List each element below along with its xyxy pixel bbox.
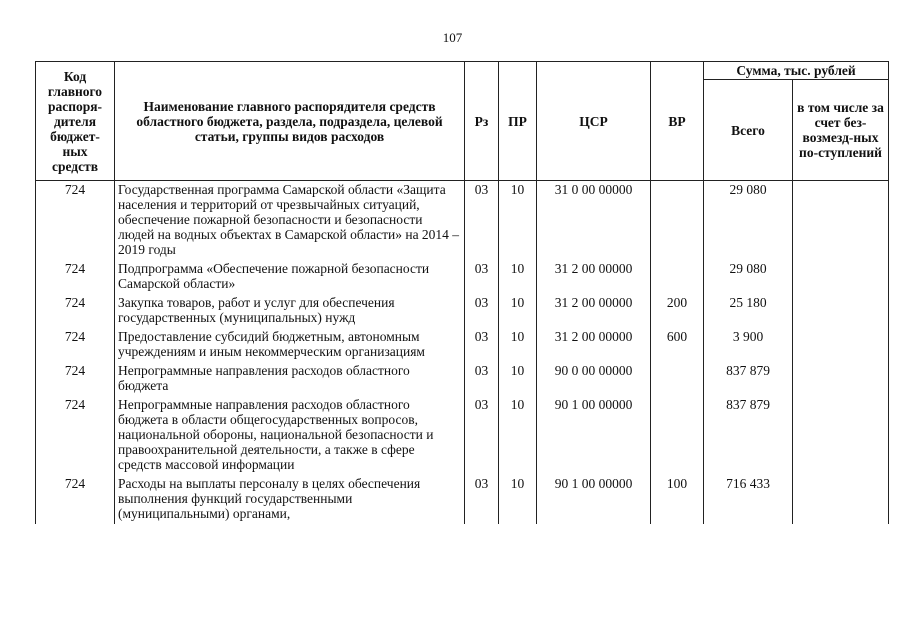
cell-name: Закупка товаров, работ и услуг для обеспечения государственных (муниципальных) нужд (115, 294, 465, 328)
cell-vr (651, 362, 704, 396)
table-row (36, 328, 889, 362)
cell-csr: 90 1 00 00000 (537, 396, 651, 475)
cell-code: 724 (36, 260, 115, 294)
header-free: в том числе за счет без-возмезд-ных по-ступлений (793, 80, 889, 181)
cell-rz: 03 (465, 475, 499, 524)
cell-free (793, 328, 889, 362)
cell-name: Подпрограмма «Обеспечение пожарной безопасности Самарской области» (115, 260, 465, 294)
cell-csr: 31 0 00 00000 (537, 181, 651, 261)
page-number: 107 (442, 30, 463, 45)
header-vr: ВР (651, 62, 704, 181)
budget-table (35, 61, 889, 524)
header-pr: ПР (499, 62, 537, 181)
cell-pr: 10 (499, 294, 537, 328)
cell-name: Предоставление субсидий бюджетным, автономным учреждениям и иным некоммерческим организациям (115, 328, 465, 362)
cell-csr: 31 2 00 00000 (537, 294, 651, 328)
cell-csr: 90 1 00 00000 (537, 475, 651, 524)
cell-free (793, 181, 889, 261)
cell-code: 724 (36, 362, 115, 396)
cell-total: 29 080 (704, 181, 793, 261)
cell-code: 724 (36, 396, 115, 475)
cell-pr: 10 (499, 362, 537, 396)
cell-total: 837 879 (704, 396, 793, 475)
cell-rz: 03 (465, 362, 499, 396)
cell-pr: 10 (499, 328, 537, 362)
cell-free (793, 294, 889, 328)
cell-free (793, 396, 889, 475)
cell-rz: 03 (465, 328, 499, 362)
header-sum: Сумма, тыс. рублей (704, 62, 889, 80)
cell-free (793, 362, 889, 396)
table-row (36, 362, 889, 396)
cell-pr: 10 (499, 396, 537, 475)
cell-rz: 03 (465, 294, 499, 328)
cell-vr: 100 (651, 475, 704, 524)
cell-free (793, 260, 889, 294)
cell-total: 3 900 (704, 328, 793, 362)
cell-vr (651, 260, 704, 294)
cell-pr: 10 (499, 475, 537, 524)
cell-total: 716 433 (704, 475, 793, 524)
cell-name: Непрограммные направления расходов областного бюджета в области общегосударственных вопросов, национальной обороны, национальной безопасности и правоохранительной деятельности, а также в сфере средств массовой информации (115, 396, 465, 475)
cell-name: Расходы на выплаты персоналу в целях обеспечения выполнения функций государственными (муниципальными) органами, (115, 475, 465, 524)
cell-csr: 90 0 00 00000 (537, 362, 651, 396)
cell-pr: 10 (499, 260, 537, 294)
cell-code: 724 (36, 475, 115, 524)
table-row (36, 396, 889, 475)
header-code: Код главного распоря-дителя бюджет-ных средств (36, 62, 115, 181)
cell-vr: 600 (651, 328, 704, 362)
header-name: Наименование главного распорядителя средств областного бюджета, раздела, подраздела, целевой статьи, группы видов расходов (115, 62, 465, 181)
cell-name: Государственная программа Самарской области «Защита населения и территорий от чрезвычайных ситуаций, обеспечение пожарной безопасности и безопасности людей на водных объектах в Самарской области» на 2014 – 2019 годы (115, 181, 465, 261)
cell-vr (651, 396, 704, 475)
table-row (36, 475, 889, 524)
cell-code: 724 (36, 328, 115, 362)
cell-rz: 03 (465, 181, 499, 261)
table-body (36, 181, 889, 525)
cell-code: 724 (36, 294, 115, 328)
table-row (36, 294, 889, 328)
cell-vr (651, 181, 704, 261)
cell-rz: 03 (465, 396, 499, 475)
cell-pr: 10 (499, 181, 537, 261)
table-header (36, 62, 889, 181)
header-csr: ЦСР (537, 62, 651, 181)
table-row (36, 260, 889, 294)
cell-total: 837 879 (704, 362, 793, 396)
cell-csr: 31 2 00 00000 (537, 328, 651, 362)
header-total: Всего (704, 80, 793, 181)
cell-rz: 03 (465, 260, 499, 294)
cell-total: 29 080 (704, 260, 793, 294)
cell-code: 724 (36, 181, 115, 261)
table-row (36, 181, 889, 261)
cell-csr: 31 2 00 00000 (537, 260, 651, 294)
cell-free (793, 475, 889, 524)
cell-name: Непрограммные направления расходов областного бюджета (115, 362, 465, 396)
header-rz: Рз (465, 62, 499, 181)
cell-total: 25 180 (704, 294, 793, 328)
cell-vr: 200 (651, 294, 704, 328)
